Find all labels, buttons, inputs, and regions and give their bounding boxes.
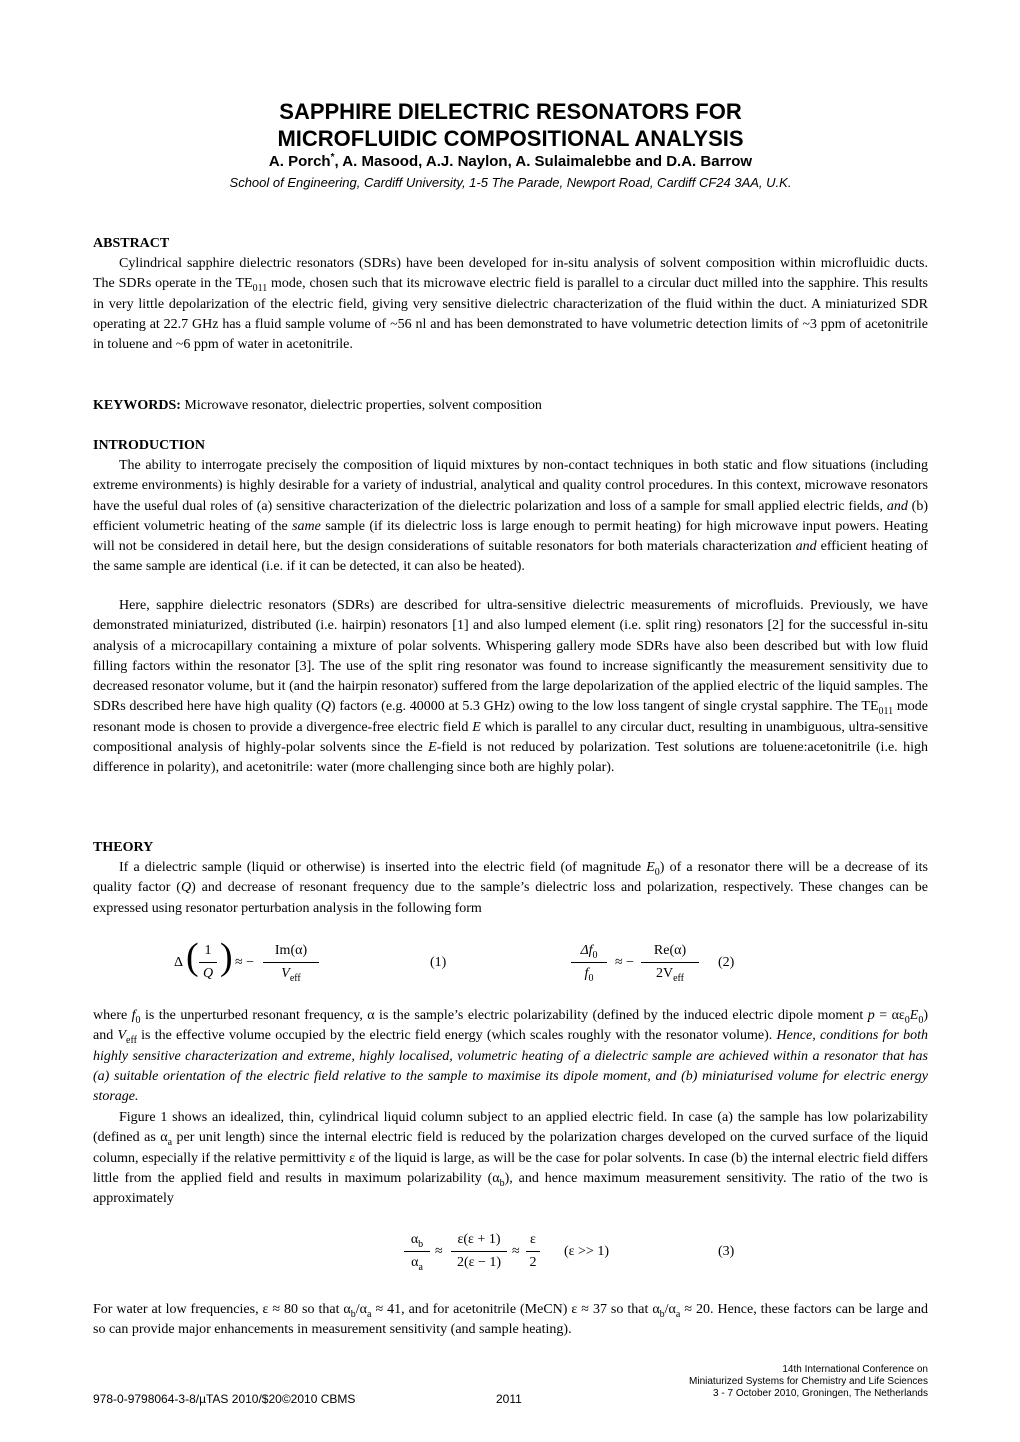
- eq3-approx-1: ≈: [435, 1244, 443, 1259]
- footer-page-number: 2011: [496, 1392, 522, 1406]
- author-rest: , A. Masood, A.J. Naylon, A. Sulaimalebbe and D.A. Barrow: [334, 153, 753, 170]
- text-sub: a: [367, 1308, 372, 1320]
- eq3-den-sub: a: [418, 1261, 423, 1273]
- text-run: Q: [320, 699, 331, 715]
- text-run: E: [909, 1008, 919, 1023]
- text-sub: a: [167, 1137, 173, 1149]
- eq1-numerator: 1: [204, 943, 212, 958]
- text-run: ≈ 41, and for acetonitrile (MeCN) ε ≈ 37 so that α: [371, 1302, 660, 1317]
- eq1-fraction-bar: [199, 962, 217, 963]
- eq3-denominator-3: 2: [529, 1255, 537, 1270]
- footer-conf-line-3: 3 - 7 October 2010, Groningen, The Netherlands: [713, 1388, 928, 1399]
- text-run: If a dielectric sample (liquid or otherwise) is inserted into the electric field (of magnitude: [119, 860, 647, 875]
- eq3-label: (3): [718, 1244, 735, 1259]
- eq3-num-text: α: [410, 1232, 419, 1247]
- text-run: ) and: [93, 1008, 929, 1044]
- text-run: Q: [180, 880, 192, 896]
- text-run: The ability to interrogate precisely the composition of liquid mixtures by non-contact techniques in both static and flow situations (including extreme environments) is highly desirable for a variety of industrial, analytical and quality control procedures. In this context, microwave resonators have the useful dual roles of (a) sensitive characterization of the dielectric polarization and loss of a sample for small applied electric fields,: [93, 458, 928, 514]
- author-first: A. Porch: [268, 153, 331, 170]
- text-run: For water at low frequencies, ε ≈ 80 so that α: [93, 1302, 351, 1317]
- footer-isbn: 978-0-9798064-3-8/µTAS 2010/$20©2010 CBMS: [93, 1392, 356, 1406]
- intro-paragraph-2: [93, 596, 928, 779]
- text-sub: 0: [918, 1014, 924, 1026]
- text-run: efficient heating of the same sample are identical (i.e. if it can be detected, it can also be heated).: [93, 539, 928, 575]
- text-run: (b) efficient volumetric heating of the: [93, 498, 928, 534]
- theory-paragraph-3: [93, 1108, 928, 1209]
- footer-conf-line-1: 14th International Conference on: [782, 1364, 928, 1375]
- affiliation: School of Engineering, Cardiff University, 1-5 The Parade, Newport Road, Cardiff CF24 3AA, U.K.: [229, 175, 792, 190]
- text-run: and: [886, 498, 908, 514]
- text-run: f: [131, 1008, 136, 1023]
- title-line-1: SAPPHIRE DIELECTRIC RESONATORS FOR: [279, 99, 742, 124]
- text-sub: 0: [135, 1014, 141, 1026]
- corresponding-mark: *: [330, 152, 335, 163]
- authors: [93, 153, 928, 170]
- eq2-numerator: [569, 943, 609, 959]
- eq2-label: (2): [718, 955, 735, 970]
- text-run: ), and hence maximum measurement sensitivity. The ratio of the two is approximately: [93, 1170, 928, 1207]
- eq1-den2-sub: eff: [289, 972, 301, 984]
- text-run-italic: Hence, conditions for both highly sensitive characterization and extreme, highly localised, volumetric heating of a dielectric sample are achieved within a resonator that has (a) suitable orientation of the electric field relative to the sample to maximise its dipole moment, and (b) miniaturised volume for electric energy storage.: [93, 1028, 928, 1105]
- eq2-num-sub: 0: [592, 949, 598, 961]
- text-sub: a: [675, 1308, 681, 1320]
- text-run: ) factors (e.g. 40000 at 5.3 GHz) owing to the low loss tangent of single crystal sapphire. The TE: [330, 699, 879, 715]
- eq2-den2-text: 2V: [655, 966, 674, 981]
- text-sub: b: [659, 1308, 665, 1320]
- text-run: is the effective volume occupied by the electric field energy (which scales roughly with the resonator volume).: [136, 1028, 777, 1044]
- text-run: and: [795, 539, 817, 555]
- eq1-numerator-2: Im(α): [274, 943, 308, 958]
- abstract-heading: ABSTRACT: [93, 236, 170, 251]
- eq2-fraction-bar: [571, 962, 607, 963]
- eq3-fraction-bar: [404, 1251, 430, 1252]
- theory-paragraph-4: [93, 1300, 928, 1341]
- eq3-approx-2: ≈: [512, 1244, 520, 1259]
- keywords-text: Microwave resonator, dielectric properties, solvent composition: [180, 398, 542, 413]
- text-sub: b: [499, 1177, 505, 1189]
- text-run: = αε: [874, 1008, 905, 1023]
- text-sub: b: [350, 1308, 356, 1320]
- eq1-left-paren: (: [186, 936, 199, 978]
- eq2-num-text: Δf: [580, 943, 593, 958]
- eq3-den-text: α: [411, 1255, 419, 1270]
- eq3-condition: (ε >> 1): [564, 1244, 609, 1259]
- eq3-numerator-3: ε: [530, 1232, 536, 1247]
- text-run: /α: [664, 1302, 676, 1317]
- text-run: /α: [355, 1302, 368, 1317]
- keywords-label: KEYWORDS:: [93, 398, 181, 413]
- eq1-fraction-bar-2: [263, 962, 319, 963]
- eq1-den2-V: V: [281, 966, 290, 981]
- text-run: sample (if its dielectric loss is large enough to permit heating) for high microwave input powers. Heating will not be considered in detail here, but the design considerations of suitable resonators for both materials characterization: [93, 518, 928, 555]
- text-run: E: [472, 719, 481, 735]
- text-run: E: [428, 740, 437, 756]
- eq3-numerator: [402, 1232, 432, 1248]
- text-run: E: [646, 860, 655, 875]
- eq2-fraction-bar-2: [641, 962, 699, 963]
- eq3-num-sub: b: [418, 1238, 424, 1250]
- theory-paragraph-1: [93, 858, 928, 919]
- abstract-part: mode, chosen such that its microwave electric field is parallel to a circular duct milled into the sapphire. This results in very little depolarization of the electric field, giving very sensitive dielectric characterization of the fluid within the duct. A miniaturized SDR operating at 22.7 GHz has a fluid sample volume of ~56 nl and has been demonstrated to have volumetric detection limits of ~3 ppm of acetonitrile in toluene and ~6 ppm of water in acetonitrile.: [93, 276, 928, 353]
- text-run: where: [93, 1008, 132, 1023]
- eq3-fraction-bar-3: [526, 1251, 540, 1252]
- text-run: Figure 1 shows an idealized, thin, cylindrical liquid column subject to an applied electric field. In case (a) the sample has low polarizability (defined as α: [93, 1110, 928, 1146]
- eq2-den-sub: 0: [588, 972, 594, 984]
- text-sub: 0: [654, 866, 660, 878]
- text-sub: 0: [904, 1014, 910, 1026]
- eq2-approx: ≈ −: [615, 955, 635, 970]
- text-run: V: [117, 1028, 127, 1044]
- keywords: [93, 396, 542, 416]
- abstract-text: [93, 254, 928, 355]
- footer-conf-line-2: Miniaturized Systems for Chemistry and Life Sciences: [689, 1376, 928, 1387]
- eq2-denominator-2: [639, 966, 701, 982]
- eq2-denominator: [569, 966, 609, 982]
- eq3-denominator: [402, 1255, 432, 1271]
- abstract-sub: 011: [252, 283, 268, 295]
- eq2-numerator-2: Re(α): [653, 943, 687, 958]
- text-run: per unit length) since the internal electric field is reduced by the polarization charges developed on the curved surface of the liquid column, especially if the relative permittivity ε of the liquid is large, as will be the case for polar solvents. In case (b) the internal electric field differs little from the applied field and results in maximum polarizability (α: [93, 1130, 928, 1186]
- eq2-den2-sub: eff: [673, 972, 685, 984]
- theory-heading: THEORY: [93, 840, 154, 855]
- intro-paragraph-1: [93, 456, 928, 578]
- text-run: is the unperturbed resonant frequency, α is the sample’s electric polarizability (defined by the induced electric dipole moment: [140, 1008, 868, 1023]
- eq1-denominator-2: [261, 966, 321, 982]
- eq2-den-text: f: [584, 966, 589, 981]
- text-sub: eff: [126, 1035, 137, 1047]
- eq1-denominator: Q: [202, 966, 214, 981]
- text-run: p: [867, 1008, 875, 1023]
- abstract-part: Cylindrical sapphire dielectric resonators (SDRs) have been developed for in-situ analysis of solvent composition within microfluidic ducts. The SDRs operate in the TE: [93, 256, 928, 292]
- text-sub: 011: [878, 706, 894, 718]
- theory-paragraph-2: [93, 1006, 928, 1107]
- text-run: Here, sapphire dielectric resonators (SDRs) are described for ultra-sensitive dielectric measurements of microfluids. Previously, we have demonstrated miniaturized, distributed (i.e. hairpin) resonators [1] and also lumped element (i.e. split ring) resonators [2] for the successful in-situ analysis of a microcapillary containing a mixture of polar solvents. Whispering gallery mode SDRs have also been described but with low fluid filling factors within the resonator [3]. The use of the split ring resonator was found to increase significantly the measurement sensitivity due to decreased resonator volume, but it (and the hairpin resonator) suffered from the large depolarization of the applied electric of the liquid samples. The SDRs described here have high quality (: [93, 598, 928, 715]
- eq3-numerator-2: ε(ε + 1): [457, 1232, 501, 1247]
- text-run: same: [292, 518, 321, 534]
- eq1-approx: ≈ −: [235, 955, 255, 970]
- text-run: -field is not reduced by polarization. Test solutions are toluene:acetonitrile (i.e. high difference in polarity), and acetonitrile: water (more challenging since both are highly polar).: [93, 740, 928, 776]
- text-run: mode resonant mode is chosen to provide a divergence-free electric field: [93, 699, 928, 735]
- title-line-2: MICROFLUIDIC COMPOSITIONAL ANALYSIS: [277, 126, 744, 151]
- intro-heading: INTRODUCTION: [93, 438, 206, 453]
- eq1-delta: Δ: [174, 955, 184, 970]
- eq1-label: (1): [430, 955, 447, 970]
- text-run: which is parallel to any circular duct, resulting in unambiguous, ultra-sensitive compositional analysis of highly-polar solvents since the: [93, 719, 928, 756]
- eq3-fraction-bar-2: [451, 1251, 507, 1252]
- text-run: ) and decrease of resonant frequency due to the sample’s dielectric loss and polarization, respectively. These changes can be expressed using resonator perturbation analysis in the following form: [93, 880, 928, 916]
- text-run: ) of a resonator there will be a decrease of its quality factor (: [93, 860, 929, 896]
- eq1-right-paren: ): [220, 936, 233, 978]
- eq3-denominator-2: 2(ε − 1): [456, 1255, 502, 1270]
- footer-conference: [628, 1364, 928, 1400]
- text-run: ≈ 20. Hence, these factors can be large and so can provide major enhancements in measurement sensitivity (and sample heating).: [93, 1302, 929, 1338]
